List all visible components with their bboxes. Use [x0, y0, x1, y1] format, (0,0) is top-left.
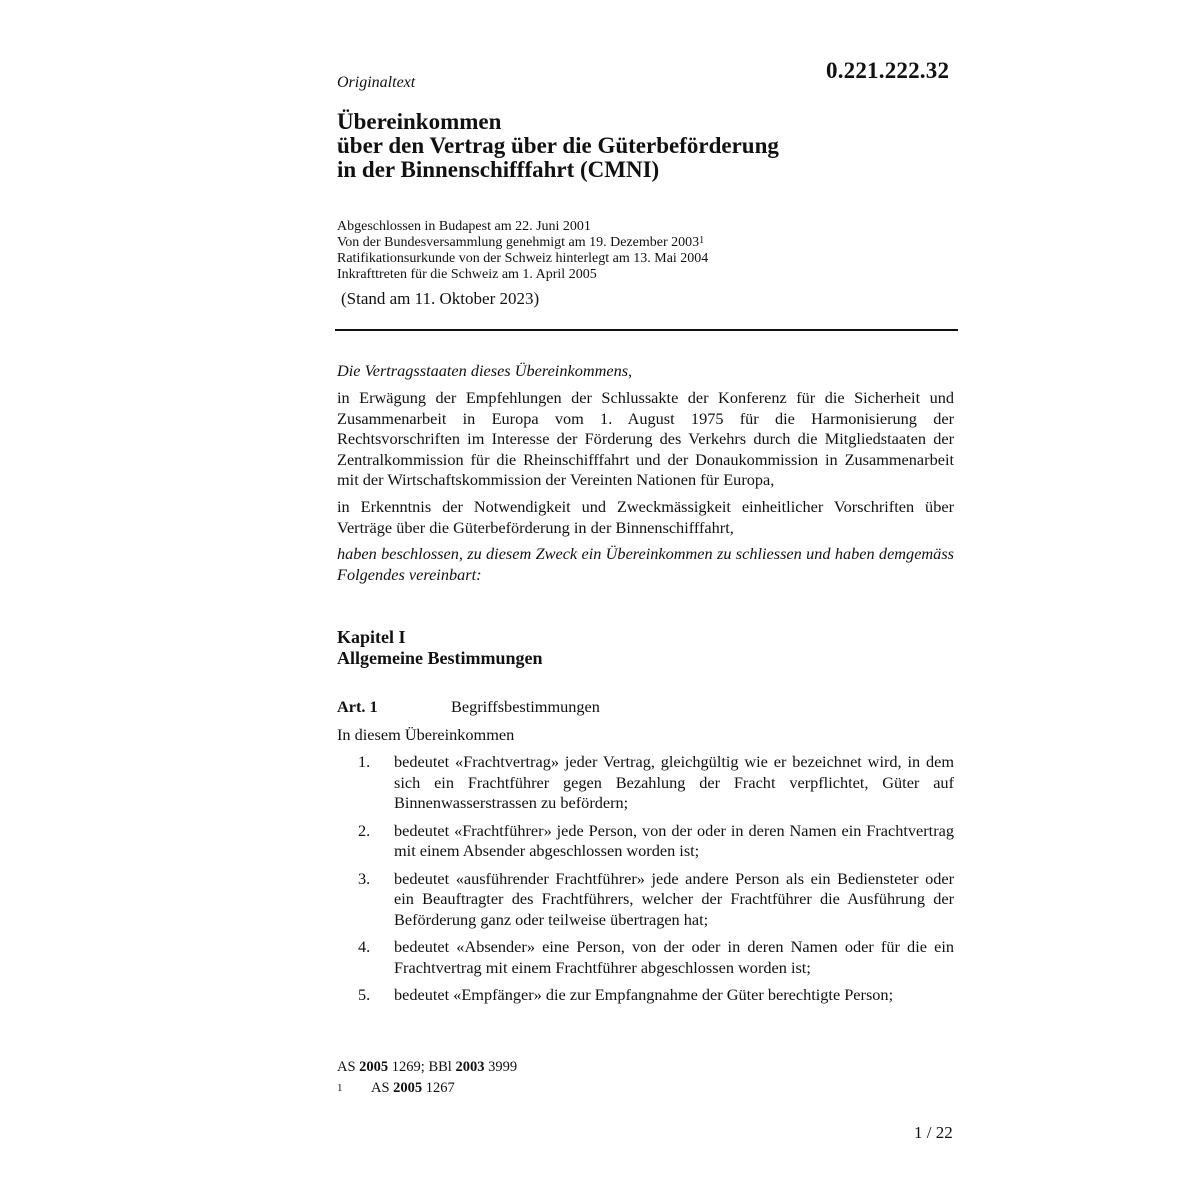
footnote-ref[interactable]: 1	[699, 235, 705, 246]
preamble-intro: Die Vertragsstaaten dieses Übereinkommens,	[337, 361, 633, 380]
title-line: Übereinkommen	[337, 109, 502, 134]
header-divider	[335, 329, 958, 331]
original-text-label: Originaltext	[337, 74, 416, 91]
source-reference: AS 2005 1269; BBl 2003 3999	[337, 1059, 518, 1075]
ratification-date: Ratifikationsurkunde von der Schweiz hinterlegt am 13. Mai 2004	[337, 251, 709, 266]
list-item: 5. bedeutet «Empfänger» die zur Empfangnahme der Güter berechtigte Person;	[358, 985, 894, 1004]
document-title	[337, 110, 779, 182]
entry-into-force: Inkrafttreten für die Schweiz am 1. April 2005	[337, 267, 597, 282]
document-metadata	[337, 219, 708, 283]
approval-date: Von der Bundesversammlung genehmigt am 19. Dezember 2003$^1$	[337, 235, 705, 250]
chapter-title: Allgemeine Bestimmungen	[337, 648, 543, 668]
chapter-heading	[337, 627, 542, 669]
list-item: 1. bedeutet «Frachtvertrag» jeder Vertrag, gleichgültig wie er bezeichnet wird, in dem sich ein Frachtführer gegen Bezahlung der Fracht verpflichtet, Güter auf Binnenwasserstrassen zu befördern;	[358, 752, 954, 812]
sr-number: 0.221.222.32	[826, 58, 950, 83]
list-item: 3. bedeutet «ausführender Frachtführer» jede andere Person als ein Bediensteter oder ein Beauftragter des Frachtführers, welcher der Frachtführer die Ausführung der Beförderung ganz oder teilweise übertragen hat;	[358, 868, 954, 929]
title-line: in der Binnenschifffahrt (CMNI)	[337, 157, 660, 182]
article-intro: In diesem Übereinkommen	[337, 725, 515, 744]
preamble-conclusion: haben beschlossen, zu diesem Zweck ein Übereinkommen zu schliessen und haben demgemäss Folgendes vereinbart:	[337, 544, 954, 584]
concluded-date: Abgeschlossen in Budapest am 22. Juni 2001	[337, 219, 591, 234]
list-item: 4. bedeutet «Absender» eine Person, von der oder in deren Namen oder für die ein Frachtvertrag mit einem Frachtführer abgeschlossen worden ist;	[358, 937, 954, 977]
footnote: 1 AS 2005 1267	[337, 1080, 455, 1096]
chapter-number: Kapitel I	[337, 627, 406, 647]
definitions-list	[337, 752, 954, 1013]
status-date: (Stand am 11. Oktober 2023)	[341, 289, 540, 308]
article-heading	[337, 697, 600, 717]
list-item: 2. bedeutet «Frachtführer» jede Person, von der oder in deren Namen ein Frachtvertrag mit einem Absender abgeschlossen worden ist;	[358, 820, 954, 860]
page-number: 1 / 22	[914, 1123, 953, 1142]
preamble-paragraph: in Erkenntnis der Notwendigkeit und Zweckmässigkeit einheitlicher Vorschriften über Verträge über die Güterbeförderung in der Binnenschifffahrt,	[337, 497, 954, 537]
article-title: Begriffsbestimmungen	[451, 697, 600, 716]
preamble-paragraph: in Erwägung der Empfehlungen der Schlussakte der Konferenz für die Sicherheit und Zusammenarbeit in Europa vom 1. August 1975 für die Harmonisierung der Rechtsvorschriften im Interesse der Förderung des Verkehrs durch die Mitgliedstaaten der Zentralkommission für die Rheinschifffahrt und der Donaukommission in Zusammenarbeit mit der Wirtschaftskommission der Vereinten Nationen für Europa,	[337, 388, 954, 489]
article-number: Art. 1	[337, 697, 378, 716]
title-line: über den Vertrag über die Güterbeförderung	[337, 133, 779, 158]
footnote-marker: 1	[337, 1082, 343, 1094]
